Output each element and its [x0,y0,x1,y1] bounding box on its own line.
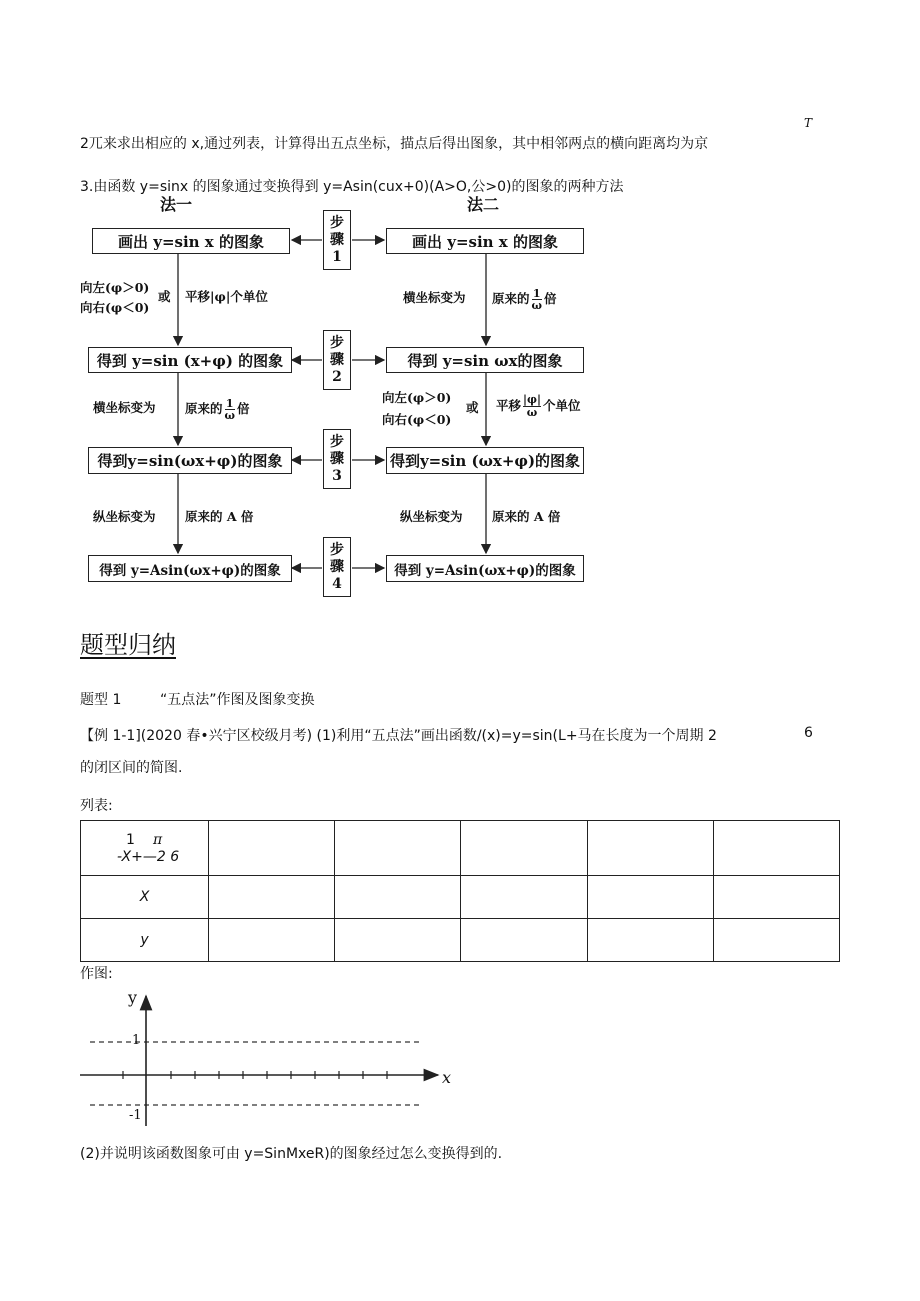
left-scale-y-desc: 原来的 A 倍 [185,509,254,524]
example-line-1: 【例 1-1](2020 春•兴宁区校级月考) (1)利用“五点法”画出函数/(x)=y=sin(L+马在长度为一个周期 2 [80,728,717,744]
method2-title: 法二 [467,195,500,214]
right-fraction-2 [523,394,541,419]
left-frac-num: 1 [225,397,234,410]
right-frac2-den: ω [526,406,538,419]
step-4-number: 4 [332,575,342,592]
step-1-char-a: 步 [330,214,344,231]
left-box-1: 画出 y=sin x 的图象 [92,228,290,254]
right-shift-pre: 平移 [496,398,522,413]
table-cell [587,821,713,876]
step-3-char-b: 骤 [330,450,344,467]
table-cell [587,876,713,919]
step-2-number: 2 [332,368,342,385]
plot-x-label: x [442,1068,452,1087]
right-scale-y-desc: 原来的 A 倍 [492,509,561,524]
plot-axes [80,988,460,1128]
value-table [80,820,840,962]
right-shift-left: 向左(φ＞0) [382,390,452,405]
step-4-char-a: 步 [330,541,344,558]
row-header-x: X [81,876,209,919]
table-cell [209,876,335,919]
table-cell [713,919,839,962]
right-frac-den: ω [531,299,542,312]
table-cell [713,876,839,919]
topic-name: “五点法”作图及图象变换 [160,692,315,708]
right-scale-x-label: 横坐标变为 [403,290,466,305]
left-scale-x-desc [185,398,250,421]
step-4-char-b: 骤 [330,558,344,575]
corner-mark: T [804,116,813,130]
left-scale-x-post: 倍 [237,401,250,416]
right-box-1: 画出 y=sin x 的图象 [386,228,584,254]
plot-caption: 作图: [80,966,113,982]
right-shift-or: 或 [466,400,479,415]
table-cell [461,919,587,962]
table-cell [587,919,713,962]
row-header-y: y [81,919,209,962]
right-box-3: 得到y=sin (ωx+φ)的图象 [386,447,584,474]
method1-title: 法一 [160,195,193,214]
step-2-char-a: 步 [330,334,344,351]
right-scale-x-pre: 原来的 [492,291,530,306]
question-2: (2)并说明该函数图象可由 y=SinMxeR)的图象经过怎么变换得到的. [80,1146,503,1162]
step-3-number: 3 [332,467,342,484]
paragraph-line-1: 2兀来求出相应的 x,通过列表，计算得出五点坐标，描点后得出图象，其中相邻两点的横向距离均为京 [80,136,709,152]
table-cell [713,821,839,876]
table-cell [461,876,587,919]
right-scale-y-label: 纵坐标变为 [400,509,463,524]
left-scale-x-label: 横坐标变为 [93,400,156,415]
left-box-2: 得到 y=sin (x+φ) 的图象 [88,347,292,373]
right-frac-num: 1 [532,287,541,300]
right-shift-post: 个单位 [542,398,581,413]
step-1-char-b: 骤 [330,231,344,248]
step-3-char-a: 步 [330,433,344,450]
plot-tick-neg: -1 [129,1108,142,1123]
topic-label: 题型 1 [80,692,122,708]
blank-plot [80,988,460,1128]
step-box-4 [323,537,351,597]
left-box-3: 得到y=sin(ωx+φ)的图象 [88,447,292,474]
angle-header-one: 1 [126,832,135,848]
table-row [81,821,840,876]
right-shift-desc [496,394,581,419]
step-box-2 [323,330,351,390]
table-cell [461,821,587,876]
angle-header-expr: -X+—2 6 [117,849,180,865]
left-shift-or: 或 [158,289,171,304]
example-line-2: 的闭区间的简图. [80,760,183,776]
right-fraction [532,288,542,311]
angle-header-pi: π [153,832,163,848]
left-fraction [225,398,235,421]
table-cell [335,919,461,962]
example-line-1-tail: 6 [804,725,813,741]
right-shift-right: 向右(φ＜0) [382,412,452,427]
right-box-4: 得到 y=Asin(ωx+φ)的图象 [386,555,584,582]
left-scale-y-label: 纵坐标变为 [93,509,156,524]
left-shift-desc: 平移|φ|个单位 [185,289,268,304]
row-header-angle [81,821,209,876]
paragraph-line-2: 3.由函数 y=sinx 的图象通过变换得到 y=Asin(cux+0)(A>O,公>0)的图象的两种方法 [80,179,624,195]
right-scale-x-desc [492,288,557,311]
step-1-number: 1 [332,248,342,265]
left-shift-left: 向左(φ＞0) [80,280,150,295]
left-scale-x-pre: 原来的 [185,401,223,416]
left-frac-den: ω [224,409,235,422]
table-cell [335,821,461,876]
right-frac2-num: |φ| [523,393,541,406]
table-row [81,919,840,962]
step-box-1 [323,210,351,270]
plot-tick-pos: 1 [132,1033,141,1048]
left-box-4: 得到 y=Asin(ωx+φ)的图象 [88,555,292,582]
table-row [81,876,840,919]
plot-y-label: y [128,988,138,1007]
step-box-3 [323,429,351,489]
right-box-2: 得到 y=sin ωx的图象 [386,347,584,373]
section-title: 题型归纳 [80,631,176,659]
right-scale-x-post: 倍 [544,291,557,306]
table-cell [209,821,335,876]
left-shift-right: 向右(φ＜0) [80,300,150,315]
table-cell [209,919,335,962]
table-cell [335,876,461,919]
step-2-char-b: 骤 [330,351,344,368]
table-caption: 列表: [80,798,113,814]
